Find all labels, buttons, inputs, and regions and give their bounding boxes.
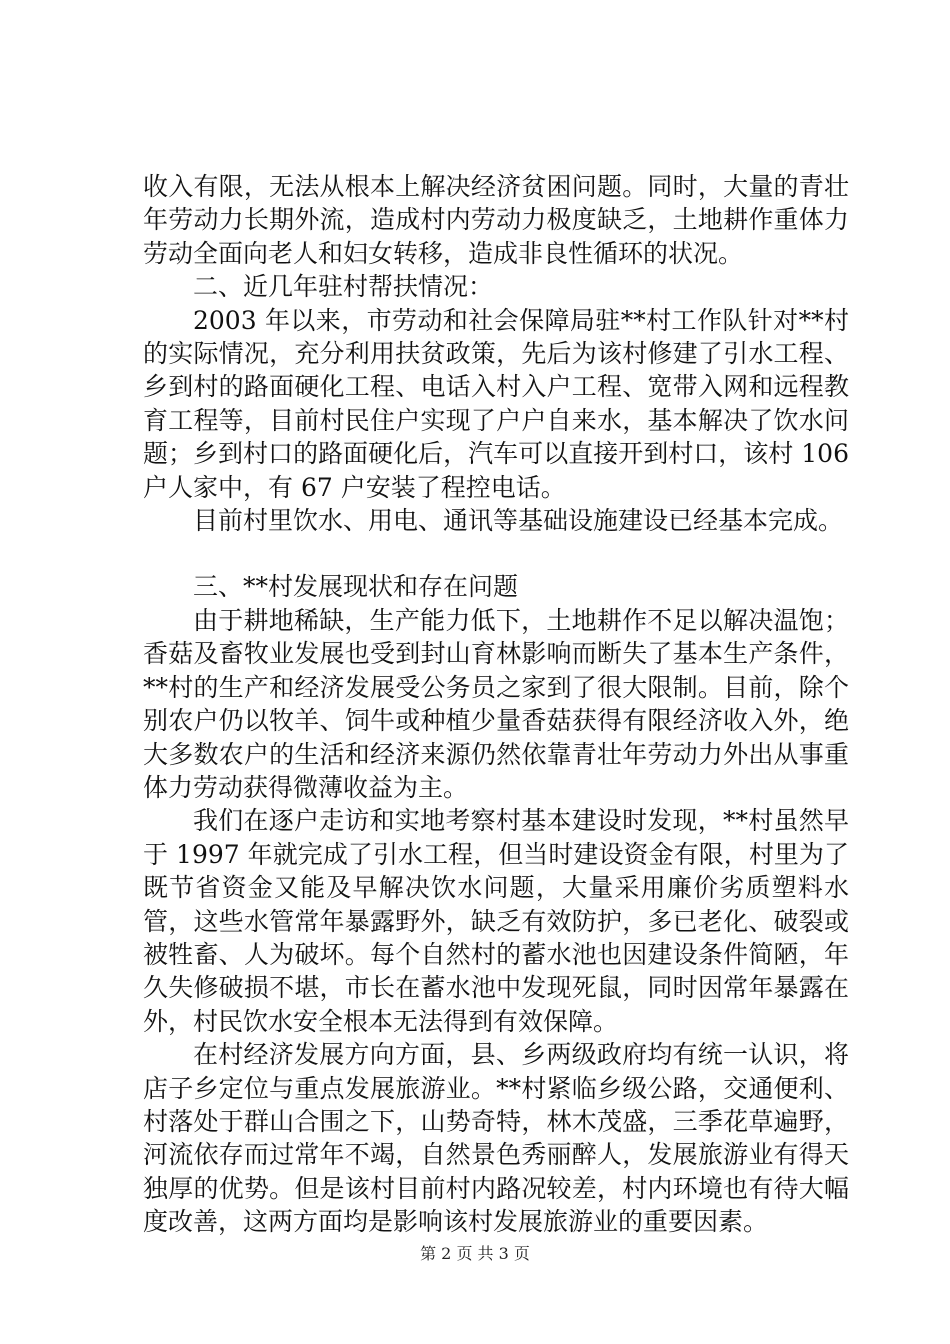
paragraph-continuation: 收入有限，无法从根本上解决经济贫困问题。同时，大量的青壮年劳动力长期外流，造成村内劳动力极度缺乏，土地耕作重体力劳动全面向老人和妇女转移，造成非良性循环的状况。 [143, 172, 849, 268]
section-heading-2: 二、近几年驻村帮扶情况： [193, 272, 494, 302]
paragraph: 目前村里饮水、用电、通讯等基础设施建设已经基本完成。 [193, 506, 844, 536]
paragraph: 2003 年以来，市劳动和社会保障局驻**村工作队针对**村的实际情况，充分利用扶贫政策，先后为该村修建了引水工程、乡到村的路面硬化工程、电话入村入户工程、宽带入网和远程教育工程等，目前村民住户实现了户户自来水，基本解决了饮水问题；乡到村口的路面硬化后，汽车可以直接开到村口，该村 106 户人家中，有 67 户安装了程控电话。 [143, 305, 849, 502]
paragraph: 由于耕地稀缺，生产能力低下，土地耕作不足以解决温饱；香菇及畜牧业发展也受到封山育林影响而断失了基本生产条件，**村的生产和经济发展受公务员之家到了很大限制。目前，除个别农户仍以牧羊、饲牛或种植少量香菇获得有限经济收入外，绝大多数农户的生活和经济来源仍然依靠青壮年劳动力外出从事重体力劳动获得微薄收益为主。 [143, 605, 849, 802]
paragraph: 我们在逐户走访和实地考察村基本建设时发现，**村虽然早于 1997 年就完成了引水工程，但当时建设资金有限，村里为了既节省资金又能及早解决饮水问题，大量采用廉价劣质塑料水管，这些水管常年暴露野外，缺乏有效防护，多已老化、破裂或被牲畜、人为破坏。每个自然村的蓄水池也因建设条件简陋，年久失修破损不堪，市长在蓄水池中发现死鼠，同时因常年暴露在外，村民饮水安全根本无法得到有效保障。 [143, 806, 849, 1036]
page-footer [0, 1244, 950, 1264]
page-number: 第 2 页 共 3 页 [420, 1244, 530, 1263]
document-body [143, 170, 849, 1239]
paragraph: 在村经济发展方向方面，县、乡两级政府均有统一认识，将店子乡定位与重点发展旅游业。**村紧临乡级公路，交通便利、村落处于群山合围之下，山势奇特，林木茂盛，三季花草遍野，河流依存而过常年不竭，自然景色秀丽醉人，发展旅游业有得天独厚的优势。但是该村目前村内路况较差，村内环境也有待大幅度改善，这两方面均是影响该村发展旅游业的重要因素。 [143, 1040, 849, 1237]
section-heading-3: 三、**村发展现状和存在问题 [193, 572, 519, 602]
